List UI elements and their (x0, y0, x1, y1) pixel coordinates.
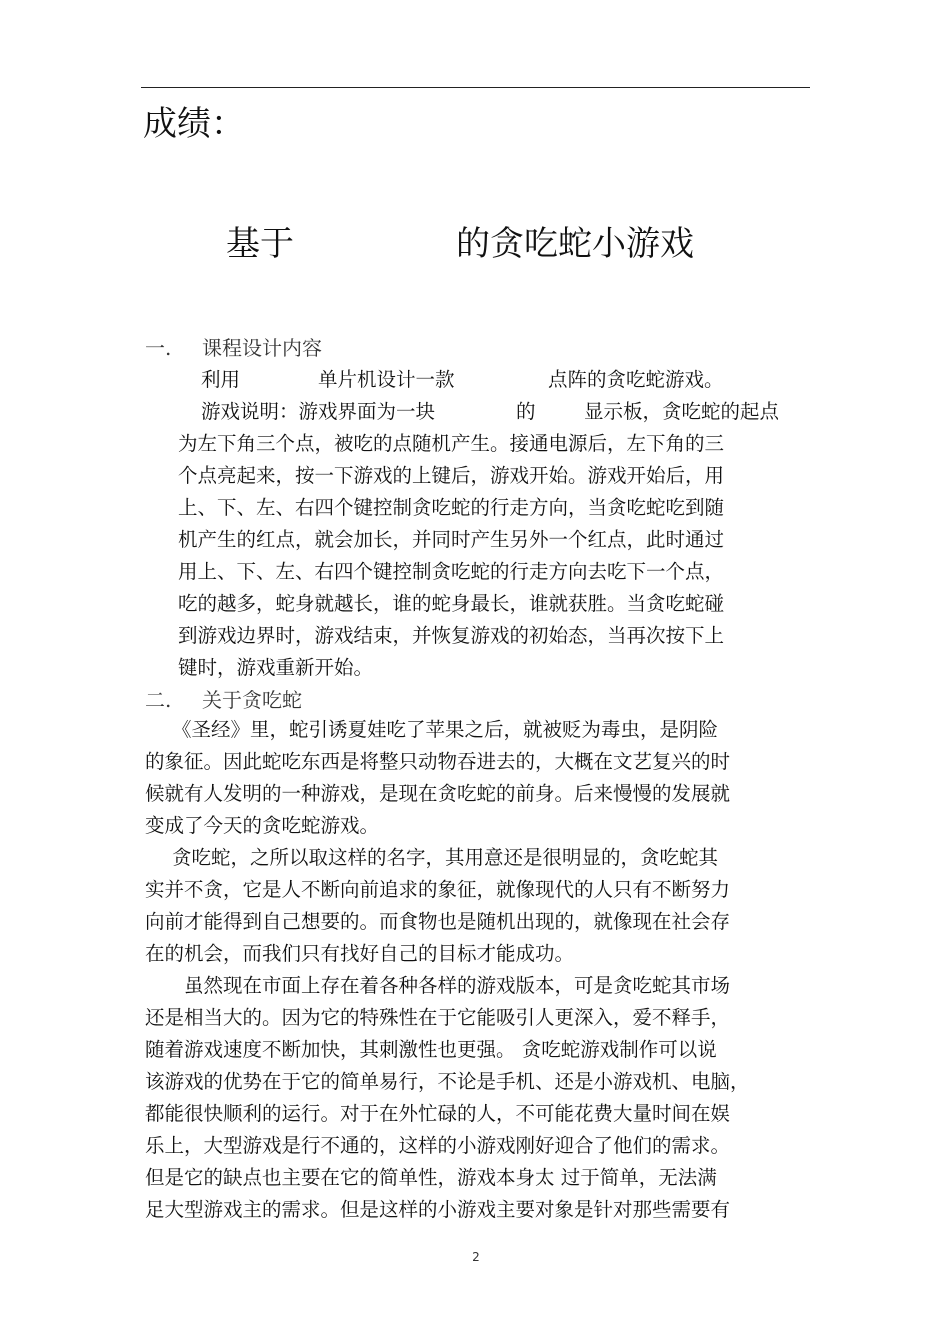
body-line: 个点亮起来，按一下游戏的上键后，游戏开始。游戏开始后，用 (178, 464, 725, 487)
section1-p2-seg3: 显示板，贪吃蛇的起点 (584, 400, 780, 423)
section1-p2-seg1: 游戏说明：游戏界面为一块 (201, 400, 436, 423)
body-line: 到游戏边界时，游戏结束，并恢复游戏的初始态，当再次按下上 (178, 624, 725, 647)
body-line: 都能很快顺利的运行。对于在外忙碌的人，不可能花费大量时间在娱 (145, 1102, 731, 1125)
body-line: 乐上，大型游戏是行不通的，这样的小游戏刚好迎合了他们的需求。 (145, 1134, 731, 1157)
section1-p2-line1 (0, 397, 950, 427)
body-line: 键时，游戏重新开始。 (178, 656, 374, 679)
title-part-2: 的贪吃蛇小游戏 (456, 224, 694, 264)
body-line: 用上、下、左、右四个键控制贪吃蛇的行走方向去吃下一个点， (178, 560, 725, 583)
section1-p1 (0, 365, 950, 395)
body-line: 为左下角三个点，被吃的点随机产生。接通电源后，左下角的三 (178, 432, 725, 455)
body-line: 《圣经》里，蛇引诱夏娃吃了苹果之后，就被贬为毒虫，是阴险 (172, 718, 719, 741)
body-line: 实并不贪，它是人不断向前追求的象征，就像现代的人只有不断努力 (145, 878, 731, 901)
body-line: 随着游戏速度不断加快，其刺激性也更强。 贪吃蛇游戏制作可以说 (145, 1038, 717, 1061)
top-rule (141, 87, 810, 88)
body-line: 的象征。因此蛇吃东西是将整只动物吞进去的，大概在文艺复兴的时 (145, 750, 731, 773)
body-line: 虽然现在市面上存在着各种各样的游戏版本，可是贪吃蛇其市场 (184, 974, 731, 997)
section1-number: 一. (145, 336, 172, 360)
body-line: 该游戏的优势在于它的简单易行，不论是手机、还是小游戏机、电脑， (145, 1070, 750, 1093)
body-line: 在的机会，而我们只有找好自己的目标才能成功。 (145, 942, 575, 965)
body-line: 机产生的红点，就会加长，并同时产生另外一个红点，此时通过 (178, 528, 725, 551)
section1-p1-seg2: 单片机设计一款 (318, 368, 455, 391)
page-number: 2 (472, 1250, 480, 1264)
body-line: 吃的越多，蛇身就越长，谁的蛇身最长，谁就获胜。当贪吃蛇碰 (178, 592, 725, 615)
section1-heading (145, 333, 322, 363)
body-line: 上、下、左、右四个键控制贪吃蛇的行走方向，当贪吃蛇吃到随 (178, 496, 725, 519)
body-line: 贪吃蛇，之所以取这样的名字，其用意还是很明显的，贪吃蛇其 (172, 846, 719, 869)
section1-p1-seg1: 利用 (201, 368, 241, 391)
body-line: 向前才能得到自己想要的。而食物也是随机出现的，就像现在社会存 (145, 910, 731, 933)
body-line: 变成了今天的贪吃蛇游戏。 (145, 814, 380, 837)
section2-heading (145, 685, 302, 715)
body-line: 还是相当大的。因为它的特殊性在于它能吸引人更深入，爱不释手， (145, 1006, 731, 1029)
body-line: 足大型游戏主的需求。但是这样的小游戏主要对象是针对那些需要有 (145, 1198, 731, 1221)
section1-p2-seg2: 的 (516, 400, 536, 423)
body-line: 但是它的缺点也主要在它的简单性，游戏本身太 过于简单，无法满 (145, 1166, 717, 1189)
section2-number: 二. (145, 688, 172, 712)
score-label: 成绩： (143, 104, 245, 144)
section1-p1-seg3: 点阵的贪吃蛇游戏。 (548, 368, 724, 391)
section1-heading-text: 课程设计内容 (202, 336, 322, 360)
body-line: 候就有人发明的一种游戏，是现在贪吃蛇的前身。后来慢慢的发展就 (145, 782, 731, 805)
title-part-1: 基于 (226, 224, 294, 264)
section2-heading-text: 关于贪吃蛇 (202, 688, 302, 712)
